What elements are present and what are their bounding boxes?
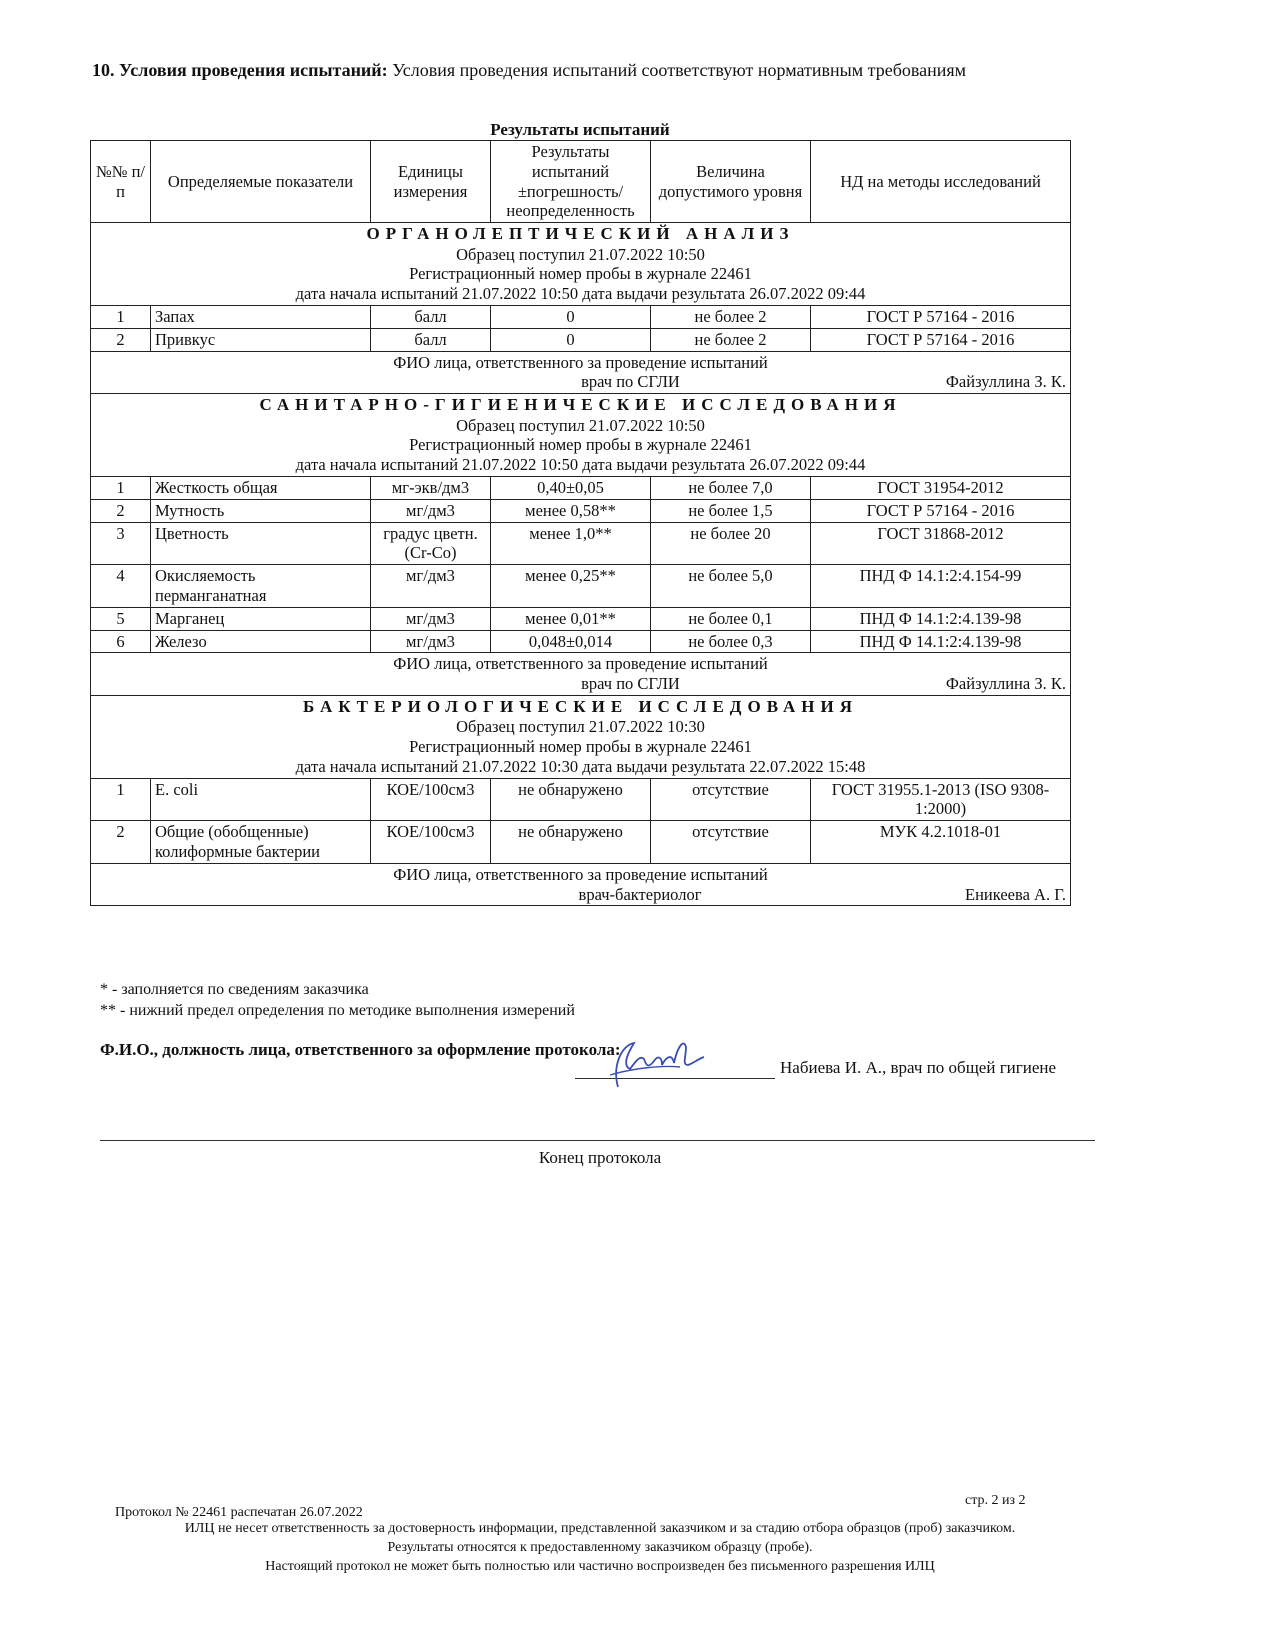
test-method: ПНД Ф 14.1:2:4.139-98 (811, 607, 1071, 630)
section-heading (92, 60, 966, 81)
footnotes (100, 980, 575, 1022)
responsible-row (91, 351, 1071, 394)
col-header-method: НД на методы исследований (811, 141, 1071, 223)
permissible-level: не более 0,1 (651, 607, 811, 630)
sample-received: Образец поступил 21.07.2022 10:50 (456, 415, 705, 435)
registration-number: Регистрационный номер пробы в журнале 22461 (409, 737, 752, 757)
col-header-result: Результаты испытаний ±погрешность/ неопределенность (491, 141, 651, 223)
col-header-indicator: Определяемые показатели (151, 141, 371, 223)
indicator-name: Мутность (151, 499, 371, 522)
table-row (91, 305, 1071, 328)
test-dates: дата начала испытаний 21.07.2022 10:50 дата выдачи результата 26.07.2022 09:44 (295, 284, 866, 304)
signer-label: Ф.И.О., должность лица, ответственного за оформление протокола: (100, 1040, 621, 1059)
table-title: Результаты испытаний (490, 120, 670, 139)
section-header-row (91, 695, 1071, 778)
unit: балл (371, 305, 491, 328)
result-value: 0,048±0,014 (491, 630, 651, 653)
heading-text: Условия проведения испытаний соответствуют нормативным требованиям (392, 60, 967, 80)
permissible-level: не более 0,3 (651, 630, 811, 653)
footnote: * - заполняется по сведениям заказчика (100, 981, 369, 998)
test-method: ГОСТ Р 57164 - 2016 (811, 499, 1071, 522)
result-value: не обнаружено (491, 778, 651, 821)
test-dates: дата начала испытаний 21.07.2022 10:50 дата выдачи результата 26.07.2022 09:44 (295, 455, 866, 475)
signer-name: Набиева И. А., врач по общей гигиене (780, 1058, 1057, 1077)
row-number: 5 (91, 607, 151, 630)
results-table (90, 140, 1071, 906)
table-row (91, 328, 1071, 351)
permissible-level: не более 7,0 (651, 476, 811, 499)
row-number: 1 (91, 305, 151, 328)
section-header-row (91, 394, 1071, 477)
unit: КОЕ/100см3 (371, 778, 491, 821)
row-number: 3 (91, 522, 151, 565)
indicator-name: Железо (151, 630, 371, 653)
table-row (91, 476, 1071, 499)
table-row (91, 821, 1071, 864)
table-row (91, 522, 1071, 565)
indicator-name: Марганец (151, 607, 371, 630)
permissible-level: не более 20 (651, 522, 811, 565)
responsible-person-cell (91, 863, 1071, 906)
footer-disclaimer (100, 1520, 1100, 1577)
row-number: 1 (91, 476, 151, 499)
handwritten-signature (600, 1035, 710, 1095)
result-value: менее 1,0** (491, 522, 651, 565)
test-method: ГОСТ 31955.1-2013 (ISO 9308-1:2000) (811, 778, 1071, 821)
section-header-row (91, 223, 1071, 306)
result-value: не обнаружено (491, 821, 651, 864)
test-method: МУК 4.2.1018-01 (811, 821, 1071, 864)
registration-number: Регистрационный номер пробы в журнале 22461 (409, 435, 752, 455)
table-row (91, 565, 1071, 608)
indicator-name: Привкус (151, 328, 371, 351)
permissible-level: не более 5,0 (651, 565, 811, 608)
responsible-label: ФИО лица, ответственного за проведение испытаний (393, 864, 768, 884)
responsible-position: врач-бактериолог (578, 884, 702, 904)
registration-number: Регистрационный номер пробы в журнале 22461 (409, 264, 752, 284)
test-method: ГОСТ 31954-2012 (811, 476, 1071, 499)
responsible-person-cell (91, 351, 1071, 394)
responsible-row (91, 653, 1071, 696)
indicator-name: Общие (обобщенные) колиформные бактерии (151, 821, 371, 864)
heading-label: 10. Условия проведения испытаний: (92, 60, 388, 80)
test-method: ПНД Ф 14.1:2:4.154-99 (811, 565, 1071, 608)
result-value: 0,40±0,05 (491, 476, 651, 499)
responsible-label: ФИО лица, ответственного за проведение испытаний (393, 352, 768, 372)
responsible-label: ФИО лица, ответственного за проведение испытаний (393, 654, 768, 674)
row-number: 2 (91, 328, 151, 351)
footer-line: ИЛЦ не несет ответственность за достоверность информации, представленной заказчиком и за стадию отбора образцов (проб) заказчиком. (184, 1521, 1016, 1536)
responsible-position: врач по СГЛИ (581, 372, 680, 392)
unit: КОЕ/100см3 (371, 821, 491, 864)
result-value: менее 0,25** (491, 565, 651, 608)
result-value: менее 0,58** (491, 499, 651, 522)
section-title: ОРГАНОЛЕПТИЧЕСКИЙ АНАЛИЗ (366, 224, 795, 244)
table-row (91, 607, 1071, 630)
indicator-name: Жесткость общая (151, 476, 371, 499)
result-value: 0 (491, 305, 651, 328)
col-header-unit: Единицы измерения (371, 141, 491, 223)
sample-received: Образец поступил 21.07.2022 10:50 (456, 244, 705, 264)
table-body (91, 223, 1071, 906)
unit: мг-экв/дм3 (371, 476, 491, 499)
permissible-level: не более 1,5 (651, 499, 811, 522)
section-title: САНИТАРНО-ГИГИЕНИЧЕСКИЕ ИССЛЕДОВАНИЯ (259, 395, 902, 415)
unit: мг/дм3 (371, 630, 491, 653)
row-number: 2 (91, 499, 151, 522)
responsible-person: Еникеева А. Г. (965, 884, 1066, 904)
indicator-name: Окисляемость перманганатная (151, 565, 371, 608)
col-header-limit: Величина допустимого уровня (651, 141, 811, 223)
unit: мг/дм3 (371, 499, 491, 522)
section-header (91, 223, 1071, 306)
section-title: БАКТЕРИОЛОГИЧЕСКИЕ ИССЛЕДОВАНИЯ (303, 696, 858, 716)
result-value: 0 (491, 328, 651, 351)
section-header (91, 394, 1071, 477)
row-number: 6 (91, 630, 151, 653)
test-method: ГОСТ Р 57164 - 2016 (811, 328, 1071, 351)
test-method: ПНД Ф 14.1:2:4.139-98 (811, 630, 1071, 653)
sample-received: Образец поступил 21.07.2022 10:30 (456, 717, 705, 737)
responsible-person: Файзуллина З. К. (945, 372, 1066, 392)
test-dates: дата начала испытаний 21.07.2022 10:30 дата выдачи результата 22.07.2022 15:48 (295, 756, 866, 776)
responsible-position: врач по СГЛИ (581, 674, 680, 694)
permissible-level: отсутствие (651, 821, 811, 864)
indicator-name: Цветность (151, 522, 371, 565)
row-number: 4 (91, 565, 151, 608)
permissible-level: не более 2 (651, 328, 811, 351)
result-value: менее 0,01** (491, 607, 651, 630)
permissible-level: не более 2 (651, 305, 811, 328)
unit: мг/дм3 (371, 565, 491, 608)
responsible-person: Файзуллина З. К. (945, 674, 1066, 694)
footer-page-number: стр. 2 из 2 (965, 1493, 1026, 1508)
footnote: ** - нижний предел определения по методике выполнения измерений (100, 1001, 575, 1019)
end-divider (100, 1140, 1095, 1141)
table-row (91, 630, 1071, 653)
table-header-row (91, 141, 1071, 223)
section-header (91, 695, 1071, 778)
row-number: 2 (91, 821, 151, 864)
unit: градус цветн.(Cr-Co) (371, 522, 491, 565)
table-row (91, 499, 1071, 522)
test-method: ГОСТ 31868-2012 (811, 522, 1071, 565)
row-number: 1 (91, 778, 151, 821)
responsible-person-cell (91, 653, 1071, 696)
col-header-number: №№ п/п (91, 141, 151, 223)
indicator-name: E. coli (151, 778, 371, 821)
permissible-level: отсутствие (651, 778, 811, 821)
end-of-protocol: Конец протокола (538, 1148, 662, 1167)
unit: мг/дм3 (371, 607, 491, 630)
responsible-row (91, 863, 1071, 906)
test-method: ГОСТ Р 57164 - 2016 (811, 305, 1071, 328)
footer-line: Результаты относятся к предоставленному заказчиком образцу (пробе). (387, 1539, 813, 1555)
table-row (91, 778, 1071, 821)
unit: балл (371, 328, 491, 351)
footer-line: Настоящий протокол не может быть полностью или частично воспроизведен без письменного разрешения ИЛЦ (265, 1558, 935, 1574)
footer-protocol-info: Протокол № 22461 распечатан 26.07.2022 (115, 1505, 363, 1520)
indicator-name: Запах (151, 305, 371, 328)
